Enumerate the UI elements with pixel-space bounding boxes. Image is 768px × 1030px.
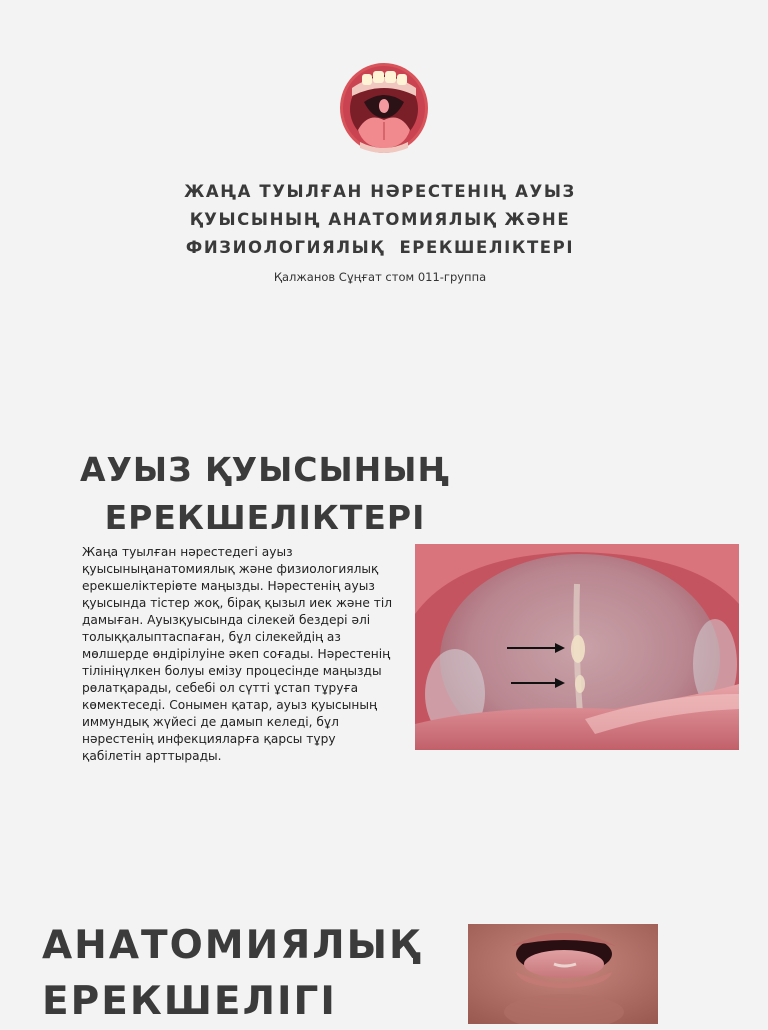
body-line: қуысында тістер жоқ, бірақ қызыл иек және тіл bbox=[82, 596, 393, 610]
body-line: иммундық жүйесі де дамып келеді, бұл bbox=[82, 715, 339, 729]
title-line: ФИЗИОЛОГИЯЛЫҚ ЕРЕКШЕЛІКТЕРІ bbox=[185, 238, 575, 257]
heading-line: АУЫЗ ҚУЫСЫНЫҢ bbox=[79, 450, 451, 489]
body-line: қабілетін арттырады. bbox=[82, 749, 222, 763]
section-body-text bbox=[82, 544, 412, 765]
heading-line: АНАТОМИЯЛЫҚ bbox=[42, 923, 422, 968]
section-heading-oral-cavity bbox=[40, 446, 490, 542]
presentation-title bbox=[150, 178, 610, 262]
infant-palate-photo bbox=[415, 544, 739, 750]
infant-tongue-photo bbox=[468, 924, 658, 1024]
body-line: тілініңүлкен болуы емізу процесінде маңызды bbox=[82, 664, 382, 678]
body-line: дамыған. Ауызқуысында сілекей бездері әлі bbox=[82, 613, 371, 627]
body-line: көмектеседі. Сонымен қатар, ауыз қуысының bbox=[82, 698, 378, 712]
body-line: Жаңа туылған нәрестедегі ауыз bbox=[82, 545, 293, 559]
title-line: ҚУЫСЫНЫҢ АНАТОМИЯЛЫҚ ЖӘНЕ bbox=[189, 210, 571, 229]
title-line: ЖАҢА ТУЫЛҒАН НӘРЕСТЕНІҢ АУЫЗ bbox=[184, 182, 576, 201]
author-line: Қалжанов Сұңғат стом 011-группа bbox=[273, 270, 487, 284]
body-line: мөлшерде өндірілуіне әкеп соғады. Нәрестенің bbox=[82, 647, 391, 661]
body-line: қуысыныңанатомиялық және физиологиялық bbox=[82, 562, 379, 576]
body-line: рөлатқарады, себебі ол сүтті ұстап тұруға bbox=[82, 681, 359, 695]
section-heading-anatomy bbox=[42, 918, 442, 1030]
heading-line: ЕРЕКШЕЛІКТЕРІ bbox=[104, 498, 426, 537]
body-line: нәрестенің инфекцияларға қарсы тұру bbox=[82, 732, 336, 746]
heading-line: ЕРЕКШЕЛІГІ bbox=[42, 979, 337, 1024]
body-line: ерекшеліктеріөте маңызды. Нәрестенің ауыз bbox=[82, 579, 375, 593]
open-mouth-icon bbox=[338, 62, 430, 154]
body-line: толыққалыптаспаған, бұл сілекейдің аз bbox=[82, 630, 341, 644]
